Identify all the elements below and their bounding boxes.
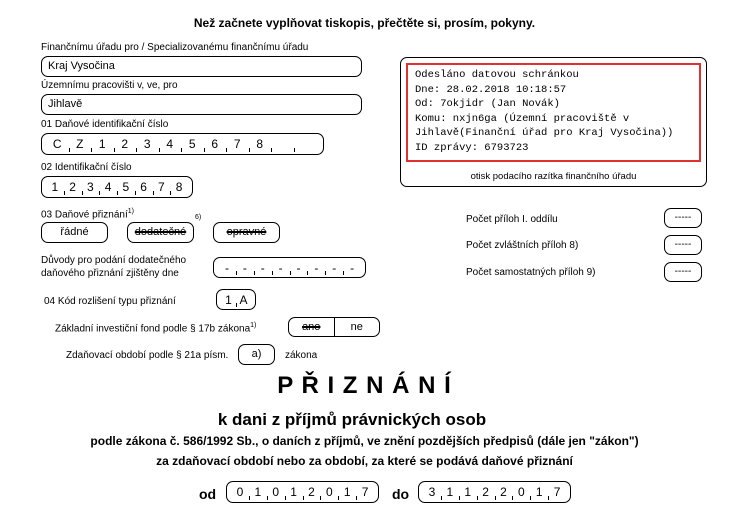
- date-from-char: 2: [303, 482, 321, 502]
- return-type-label-text: 03 Daňové přiznání: [41, 209, 128, 221]
- dic-char: C: [52, 137, 62, 151]
- attachments-special-label: Počet zvláštních příloh 8): [466, 240, 579, 251]
- date-to-char: 7: [548, 482, 566, 502]
- date-to-char: 2: [495, 482, 513, 502]
- office-value: Kraj Vysočina: [48, 60, 115, 72]
- dic-char: 3: [136, 134, 159, 154]
- return-type-corrective-label: opravné: [226, 226, 267, 238]
- fund-label: [55, 322, 256, 334]
- stamp-line: Dne: 28.02.2018 10:18:57: [415, 83, 567, 96]
- stamp-frame: [406, 63, 701, 162]
- dic-char: [271, 134, 294, 154]
- date-to-char: 1: [530, 482, 548, 502]
- return-type-label: [41, 208, 134, 220]
- dic-char: Z: [69, 134, 92, 154]
- attachments-separate-label: Počet samostatných příloh 9): [466, 267, 596, 278]
- type-code-char: A: [236, 290, 251, 309]
- return-type-regular-button[interactable]: [41, 222, 108, 243]
- fund-yes-option[interactable]: [289, 318, 335, 336]
- type-code-field[interactable]: [216, 289, 256, 310]
- date-to-char: 0: [512, 482, 530, 502]
- form-instruction: Než začnete vyplňovat tiskopis, přečtěte si, prosím, pokyny.: [193, 16, 536, 30]
- ic-char: 3: [82, 177, 100, 197]
- reasons-date-char: -: [290, 258, 308, 277]
- date-from-field[interactable]: [226, 481, 379, 503]
- form-law-reference: podle zákona č. 586/1992 Sb., o daních z příjmů, ve znění pozdějších předpisů (dále jen "zákon"): [90, 434, 639, 448]
- period-label: Zdaňovací období podle § 21a písm.: [66, 350, 229, 361]
- return-type-regular-label: řádné: [60, 226, 89, 238]
- dic-char: 5: [181, 134, 204, 154]
- stamp-line: Odesláno datovou schránkou: [415, 69, 579, 81]
- date-to-char: 1: [459, 482, 477, 502]
- date-to-char: 3: [428, 485, 436, 499]
- type-code-char: 1: [225, 292, 232, 307]
- workplace-field[interactable]: [41, 94, 362, 115]
- fund-label-sup: 1): [250, 322, 257, 329]
- date-to-digits: [419, 482, 570, 502]
- workplace-value: Jihlavě: [48, 98, 83, 110]
- fund-no-option[interactable]: [335, 318, 380, 336]
- form-title: P Ř I Z N Á N Í: [277, 372, 452, 399]
- fund-no-label: ne: [350, 321, 363, 333]
- ic-char: 5: [117, 177, 135, 197]
- attachments-section1-field[interactable]: [664, 208, 702, 228]
- dic-char: [294, 134, 317, 154]
- stamp-line: Od: 7okjidr (Jan Novák): [415, 98, 560, 110]
- fund-yes-label: ano: [302, 321, 321, 333]
- attachments-special-field[interactable]: [664, 235, 702, 255]
- return-type-additional-label: dodatečné: [134, 226, 187, 238]
- reasons-date-char: -: [272, 258, 290, 277]
- reasons-date-char: -: [343, 258, 361, 277]
- workplace-label: Územnímu pracovišti v, ve, pro: [41, 80, 178, 91]
- ic-field[interactable]: [41, 176, 193, 198]
- stamp-area: [400, 57, 707, 187]
- type-code-label: 04 Kód rozlišení typu přiznání: [44, 296, 176, 307]
- reasons-date-char: -: [236, 258, 254, 277]
- ic-char: 8: [170, 177, 188, 197]
- office-field[interactable]: [41, 56, 362, 77]
- reasons-date-digits: [214, 258, 365, 277]
- ic-digits: [42, 177, 192, 197]
- stamp-line: Jihlavě(Finanční úřad pro Kraj Vysočina)): [415, 127, 674, 139]
- attachments-special-value: -----: [674, 239, 692, 250]
- reasons-date-char: -: [254, 258, 272, 277]
- office-label: Finančnímu úřadu pro / Specializovanému finančnímu úřadu: [41, 42, 309, 53]
- period-suffix: zákona: [285, 350, 318, 361]
- attachments-section1-value: -----: [674, 212, 692, 223]
- date-to-field[interactable]: [418, 481, 571, 503]
- reasons-date-char: -: [325, 258, 343, 277]
- stamp-line: Komu: nxjn6ga (Územní pracoviště v: [415, 112, 630, 125]
- date-from-char: 0: [267, 482, 285, 502]
- stamp-caption: otisk podacího razítka finančního úřadu: [470, 171, 637, 182]
- return-type-label-sup: 1): [127, 208, 134, 215]
- reasons-label: [41, 254, 186, 280]
- ic-char: 4: [99, 177, 117, 197]
- date-from-char: 7: [356, 482, 374, 502]
- dic-char: 4: [159, 134, 182, 154]
- dic-label: 01 Daňové identifikační číslo: [41, 119, 169, 130]
- ic-char: 1: [51, 180, 59, 194]
- dic-char: 1: [91, 134, 114, 154]
- ic-label: 02 Identifikační číslo: [41, 162, 132, 173]
- reasons-label-line1: Důvody pro podání dodatečného: [41, 255, 187, 266]
- fund-label-text: Základní investiční fond podle § 17b zákona: [55, 323, 251, 335]
- dic-digits: [42, 134, 323, 154]
- date-from-char: 1: [338, 482, 356, 502]
- date-from-char: 0: [236, 485, 244, 499]
- date-to-label: do: [392, 486, 410, 502]
- return-type-corrective-button[interactable]: [213, 222, 280, 243]
- dic-char: 7: [226, 134, 249, 154]
- date-from-label: od: [199, 486, 217, 502]
- date-from-char: 1: [285, 482, 303, 502]
- dic-field[interactable]: [41, 133, 324, 155]
- form-period-line: za zdaňovací období nebo za období, za které se podává daňové přiznání: [156, 454, 573, 468]
- reasons-label-line2: daňového přiznání zjištěny dne: [41, 268, 179, 279]
- attachments-separate-field[interactable]: [664, 262, 702, 282]
- reasons-date-char: -: [224, 260, 229, 275]
- dic-char: 2: [114, 134, 137, 154]
- attachments-section1-label: Počet příloh I. oddílu: [466, 214, 558, 225]
- stamp-line: ID zprávy: 6793723: [415, 141, 529, 154]
- period-field[interactable]: [238, 344, 275, 365]
- form-subtitle: k dani z příjmů právnických osob: [217, 410, 487, 429]
- fund-choice: [288, 317, 380, 337]
- attachments-separate-value: -----: [674, 266, 692, 277]
- reasons-date-field[interactable]: [213, 257, 366, 278]
- ic-char: 7: [153, 177, 171, 197]
- date-to-char: 1: [441, 482, 459, 502]
- stamp-text: [415, 68, 699, 155]
- reasons-date-char: -: [307, 258, 325, 277]
- dic-char: 6: [204, 134, 227, 154]
- ic-char: 6: [135, 177, 153, 197]
- dic-char: 8: [249, 134, 272, 154]
- type-code-digits: [217, 290, 255, 309]
- return-type-additional-button[interactable]: [127, 222, 194, 243]
- return-type-additional-sup: 6): [195, 214, 202, 221]
- date-from-char: 0: [320, 482, 338, 502]
- date-from-digits: [227, 482, 378, 502]
- period-value: a): [251, 348, 262, 360]
- ic-char: 2: [64, 177, 82, 197]
- date-to-char: 2: [477, 482, 495, 502]
- date-from-char: 1: [249, 482, 267, 502]
